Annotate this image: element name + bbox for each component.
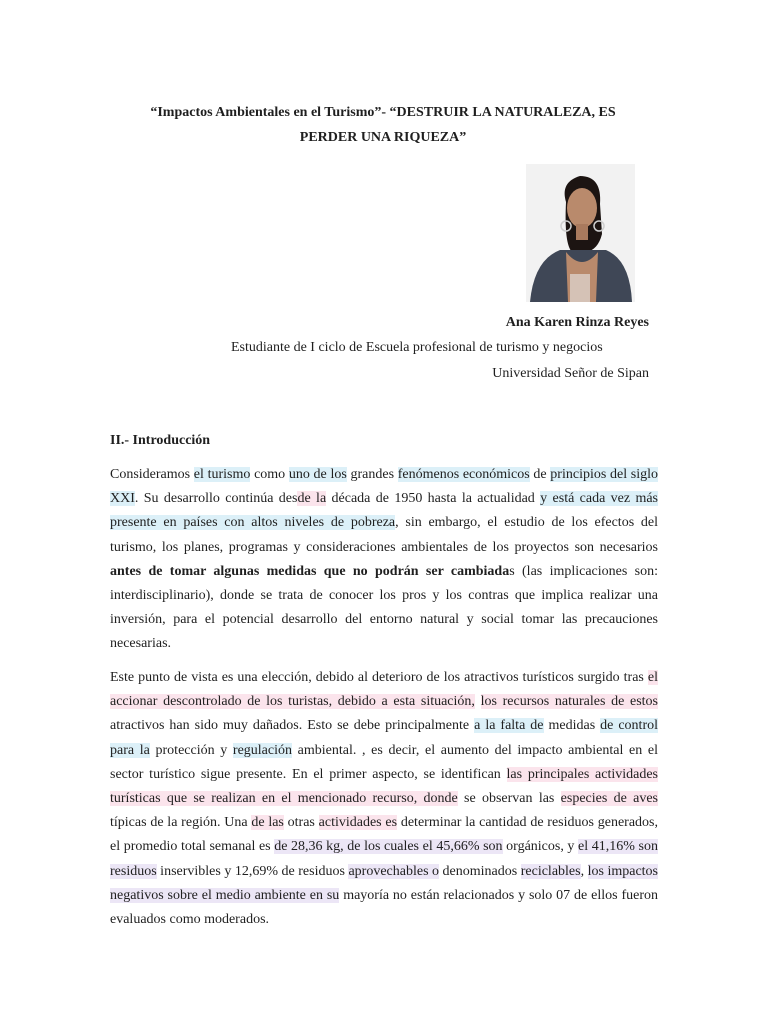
- highlighted-text: reciclables: [520, 863, 581, 879]
- author-role: Estudiante de I ciclo de Escuela profesional de turismo y negocios: [231, 340, 603, 355]
- text-run: , sin embargo, el estudio de los efectos del turismo, los planes, programas y consideraciones ambientales de los proyectos son necesarios: [110, 515, 658, 555]
- highlighted-text: fenómenos económicos: [397, 467, 530, 482]
- text-run: Este punto de vista es una elección, debido al deterioro de los atractivos turísticos surgido tras: [110, 670, 648, 685]
- text-run: ambiental. , es decir, el aumento del impacto ambiental en el sector turístico sigue presente. En el primer aspecto, se identifican: [110, 742, 658, 782]
- text-run: se observan las: [457, 791, 561, 807]
- highlighted-text: de 28,36 kg, de los cuales el 45,66% son: [274, 839, 503, 855]
- text-run: atractivos han sido muy dañados. Esto se debe principalmente: [110, 718, 475, 734]
- highlighted-text: el 41,16% son residuos: [110, 839, 658, 879]
- text-run: mayoría no están relacionados y solo 07 de ellos fueron evaluados como moderados.: [110, 887, 658, 928]
- highlighted-text: el turismo: [193, 467, 251, 482]
- text-run: s (las implicaciones son: interdisciplinario), donde se trata de conocer los pros y los contras que implica realizar una inversión, para el potencial desarrollo del entorno natural y social tomar las precauciones necesarias.: [110, 563, 658, 652]
- document-title: [100, 100, 666, 150]
- highlighted-text: especies de aves: [560, 791, 658, 807]
- highlighted-text: uno de los: [288, 467, 347, 482]
- title-line-1: “Impactos Ambientales en el Turismo”- “DESTRUIR LA NATURALEZA, ES: [150, 105, 616, 120]
- text-run: orgánicos, y: [502, 839, 579, 855]
- highlighted-text: de la: [297, 491, 327, 507]
- author-university: Universidad Señor de Sipan: [492, 366, 649, 381]
- title-line-2: PERDER UNA RIQUEZA”: [299, 130, 467, 145]
- text-run: ,: [580, 863, 588, 879]
- bold-text: antes de tomar algunas medidas que no podrán ser cambiada: [110, 563, 510, 579]
- highlighted-text: aprovechables o: [348, 863, 440, 879]
- highlighted-text: actividades es: [318, 815, 398, 831]
- highlighted-text: de control para la: [110, 718, 659, 758]
- introduction-paragraph-2: [110, 666, 658, 932]
- section-heading: II.- Introducción: [110, 433, 211, 448]
- highlighted-text: a la falta de: [474, 718, 544, 734]
- text-run: inservibles y 12,69% de residuos: [156, 863, 349, 879]
- text-run: otras: [283, 815, 319, 831]
- text-run: como: [250, 467, 289, 482]
- text-run: típicas de la región. Una: [110, 815, 252, 831]
- introduction-paragraph-1: [110, 463, 658, 657]
- text-run: protección y: [149, 742, 233, 758]
- text-run: determinar la cantidad de residuos generados, el promedio total semanal es: [110, 815, 658, 855]
- text-run: grandes: [346, 467, 398, 482]
- author-photo: [526, 164, 635, 302]
- text-run: denominados: [439, 863, 521, 879]
- highlighted-text: y está cada vez más presente en países con altos niveles de pobreza: [110, 491, 659, 531]
- highlighted-text: las principales actividades turísticas que se realizan en el mencionado recurso, donde: [110, 766, 659, 807]
- text-run: medidas: [543, 718, 601, 734]
- highlighted-text: los recursos naturales de estos: [480, 694, 659, 710]
- highlighted-text: el accionar descontrolado de los turistas, debido a esta situación,: [110, 670, 658, 710]
- highlighted-text: principios del siglo XXI: [110, 467, 658, 507]
- text-run: [475, 694, 481, 709]
- text-run: de: [529, 467, 551, 482]
- highlighted-text: los impactos negativos sobre el medio ambiente en su: [110, 863, 659, 903]
- text-run: década de 1950 hasta la actualidad: [326, 491, 541, 507]
- author-name: Ana Karen Rinza Reyes: [505, 315, 649, 330]
- text-run: . Su desarrollo continúa des: [134, 491, 298, 507]
- highlighted-text: de las: [251, 815, 284, 831]
- highlighted-text: regulación: [232, 742, 292, 758]
- text-run: Consideramos: [110, 467, 194, 482]
